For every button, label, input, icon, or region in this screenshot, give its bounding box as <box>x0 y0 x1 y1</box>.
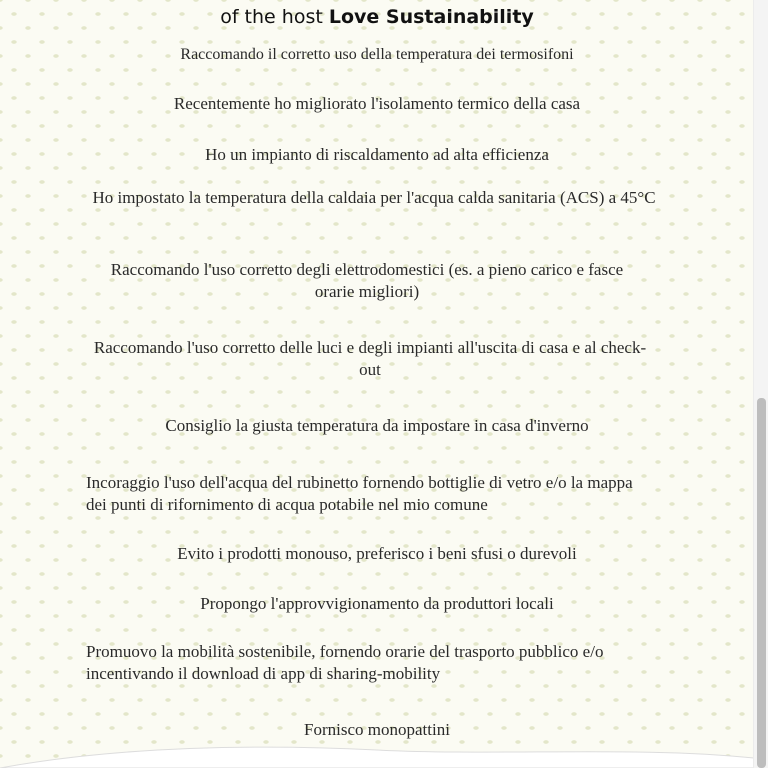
practice-item-scooters: Fornisco monopattini <box>304 720 450 739</box>
practice-item-lights-checkout: Raccomando l'uso corretto delle luci e degli impianti all'uscita di casa e al check-out <box>93 338 647 379</box>
practice-item-radiators: Raccomando il corretto uso della temperatura dei termosifoni <box>180 46 574 63</box>
practice-item-sustainable-mobility: Promuovo la mobilità sostenibile, fornendo orarie del trasporto pubblico e/o incentivando il download di app di sharing-mobility <box>86 642 604 683</box>
practice-item-heating-system: Ho un impianto di riscaldamento ad alta efficienza <box>205 145 549 164</box>
practice-item-single-use: Evito i prodotti monouso, preferisco i beni sfusi o durevoli <box>177 544 577 563</box>
header-prefix: of the host <box>220 6 329 28</box>
header-title: Love Sustainability <box>328 6 534 28</box>
scrollbar[interactable] <box>753 0 768 768</box>
practice-item-local-producers: Propongo l'approvvigionamento da produttori locali <box>200 594 554 613</box>
practice-item-boiler-temperature: Ho impostato la temperatura della caldaia per l'acqua calda sanitaria (ACS) a 45°C <box>92 188 656 207</box>
section-header <box>0 6 754 28</box>
practice-item-appliances: Raccomando l'uso corretto degli elettrodomestici (es. a pieno carico e fasce orarie migliori) <box>110 260 624 301</box>
bottom-wave-divider <box>0 736 754 768</box>
practice-item-tap-water: Incoraggio l'uso dell'acqua del rubinetto fornendo bottiglie di vetro e/o la mappa dei punti di rifornimento di acqua potabile nel mio comune <box>86 473 633 514</box>
scrollbar-thumb[interactable] <box>757 398 766 768</box>
practice-item-winter-temperature: Consiglio la giusta temperatura da impostare in casa d'inverno <box>165 416 589 435</box>
practice-item-insulation: Recentemente ho migliorato l'isolamento termico della casa <box>173 94 581 113</box>
